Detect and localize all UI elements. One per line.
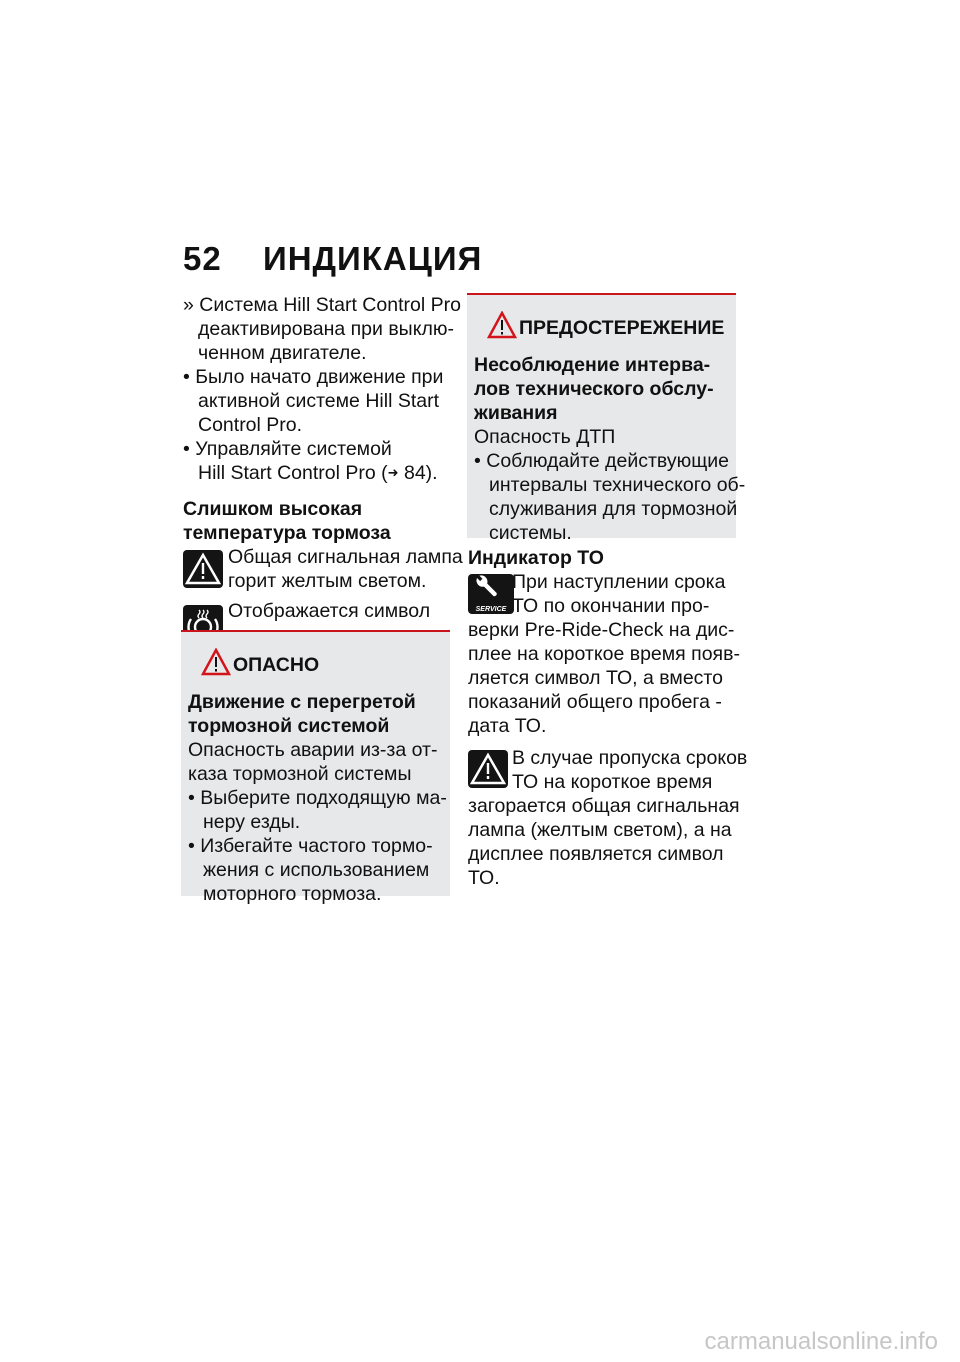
watermark: carmanualsonline.info bbox=[704, 1328, 938, 1355]
danger-title: Движение с перегретой bbox=[188, 691, 416, 713]
warning-triangle-icon bbox=[201, 648, 231, 676]
para-line: верки Pre-Ride-Check на дис- bbox=[468, 619, 735, 641]
danger-title: тормозной системой bbox=[188, 715, 390, 737]
para-line: ТО. bbox=[468, 867, 500, 889]
para-line: ТО по окончании про- bbox=[512, 595, 710, 617]
page-number: 52 bbox=[183, 240, 222, 277]
para-line: При наступлении срока bbox=[512, 571, 726, 593]
para-line: В случае пропуска сроков bbox=[512, 747, 748, 769]
item-text: Общая сигнальная лампа bbox=[228, 546, 463, 568]
bullet-line: • Было начато движение при bbox=[183, 366, 444, 388]
intro-line: » Система Hill Start Control Pro bbox=[183, 294, 461, 316]
danger-bullet: моторного тормоза. bbox=[203, 883, 382, 905]
danger-bullet: неру езды. bbox=[203, 811, 301, 833]
reference-arrow-icon: ➜ bbox=[387, 465, 399, 480]
warning-bullet: • Соблюдайте действующие bbox=[474, 450, 730, 472]
svg-text:SERVICE: SERVICE bbox=[475, 606, 507, 613]
danger-bullet: жения с использованием bbox=[203, 859, 430, 881]
warning-triangle-icon bbox=[468, 750, 508, 788]
item-text: Отображается символ bbox=[228, 600, 431, 622]
warning-title: Несоблюдение интерва- bbox=[474, 354, 711, 376]
para-line: дисплее появляется символ bbox=[468, 843, 724, 865]
warning-triangle-icon bbox=[183, 550, 223, 588]
item-text: горит желтым светом. bbox=[228, 570, 427, 592]
para-line: плее на короткое время появ- bbox=[468, 643, 740, 665]
warning-bullet: системы. bbox=[489, 522, 572, 544]
danger-text: Опасность аварии из-за от- bbox=[188, 739, 438, 761]
bullet-line: • Управляйте системой bbox=[183, 438, 392, 460]
intro-line: ченном двигателе. bbox=[198, 342, 367, 364]
intro-line: деактивирована при выклю- bbox=[198, 318, 454, 340]
warning-label: ПРЕДОСТЕРЕЖЕНИЕ bbox=[519, 317, 725, 339]
warning-bullet: служивания для тормозной bbox=[489, 498, 738, 520]
danger-bullet: • Выберите подходящую ма- bbox=[188, 787, 447, 809]
section-title: Индикатор ТО bbox=[468, 547, 604, 569]
page-title: ИНДИКАЦИЯ bbox=[263, 240, 483, 277]
para-line: загорается общая сигнальная bbox=[468, 795, 740, 817]
danger-text: каза тормозной системы bbox=[188, 763, 412, 785]
bullet-line: Control Pro. bbox=[198, 414, 303, 436]
section-title: Слишком высокая bbox=[183, 498, 363, 520]
section-title: температура тормоза bbox=[183, 522, 391, 544]
bullet-line: активной системе Hill Start bbox=[198, 390, 439, 412]
warning-title: живания bbox=[474, 402, 558, 424]
service-wrench-icon bbox=[468, 574, 514, 614]
warning-text: Опасность ДТП bbox=[474, 426, 616, 448]
para-line: лампа (желтым светом), а на bbox=[468, 819, 732, 841]
bullet-line: Hill Start Control Pro (➜ 84). bbox=[198, 462, 438, 484]
warning-title: лов технического обслу- bbox=[474, 378, 714, 400]
para-line: дата ТО. bbox=[468, 715, 547, 737]
page-header bbox=[183, 240, 482, 278]
para-line: показаний общего пробега - bbox=[468, 691, 722, 713]
left-column bbox=[183, 293, 463, 657]
warning-bullet: интервалы технического об- bbox=[489, 474, 746, 496]
danger-label: ОПАСНО bbox=[233, 654, 320, 676]
right-column bbox=[468, 546, 748, 890]
danger-box bbox=[181, 630, 450, 905]
para-line: ТО на короткое время bbox=[512, 771, 713, 793]
danger-bullet: • Избегайте частого тормо- bbox=[188, 835, 433, 857]
warning-triangle-icon bbox=[487, 311, 517, 339]
para-line: ляется символ ТО, а вместо bbox=[468, 667, 723, 689]
warning-box bbox=[467, 293, 746, 544]
